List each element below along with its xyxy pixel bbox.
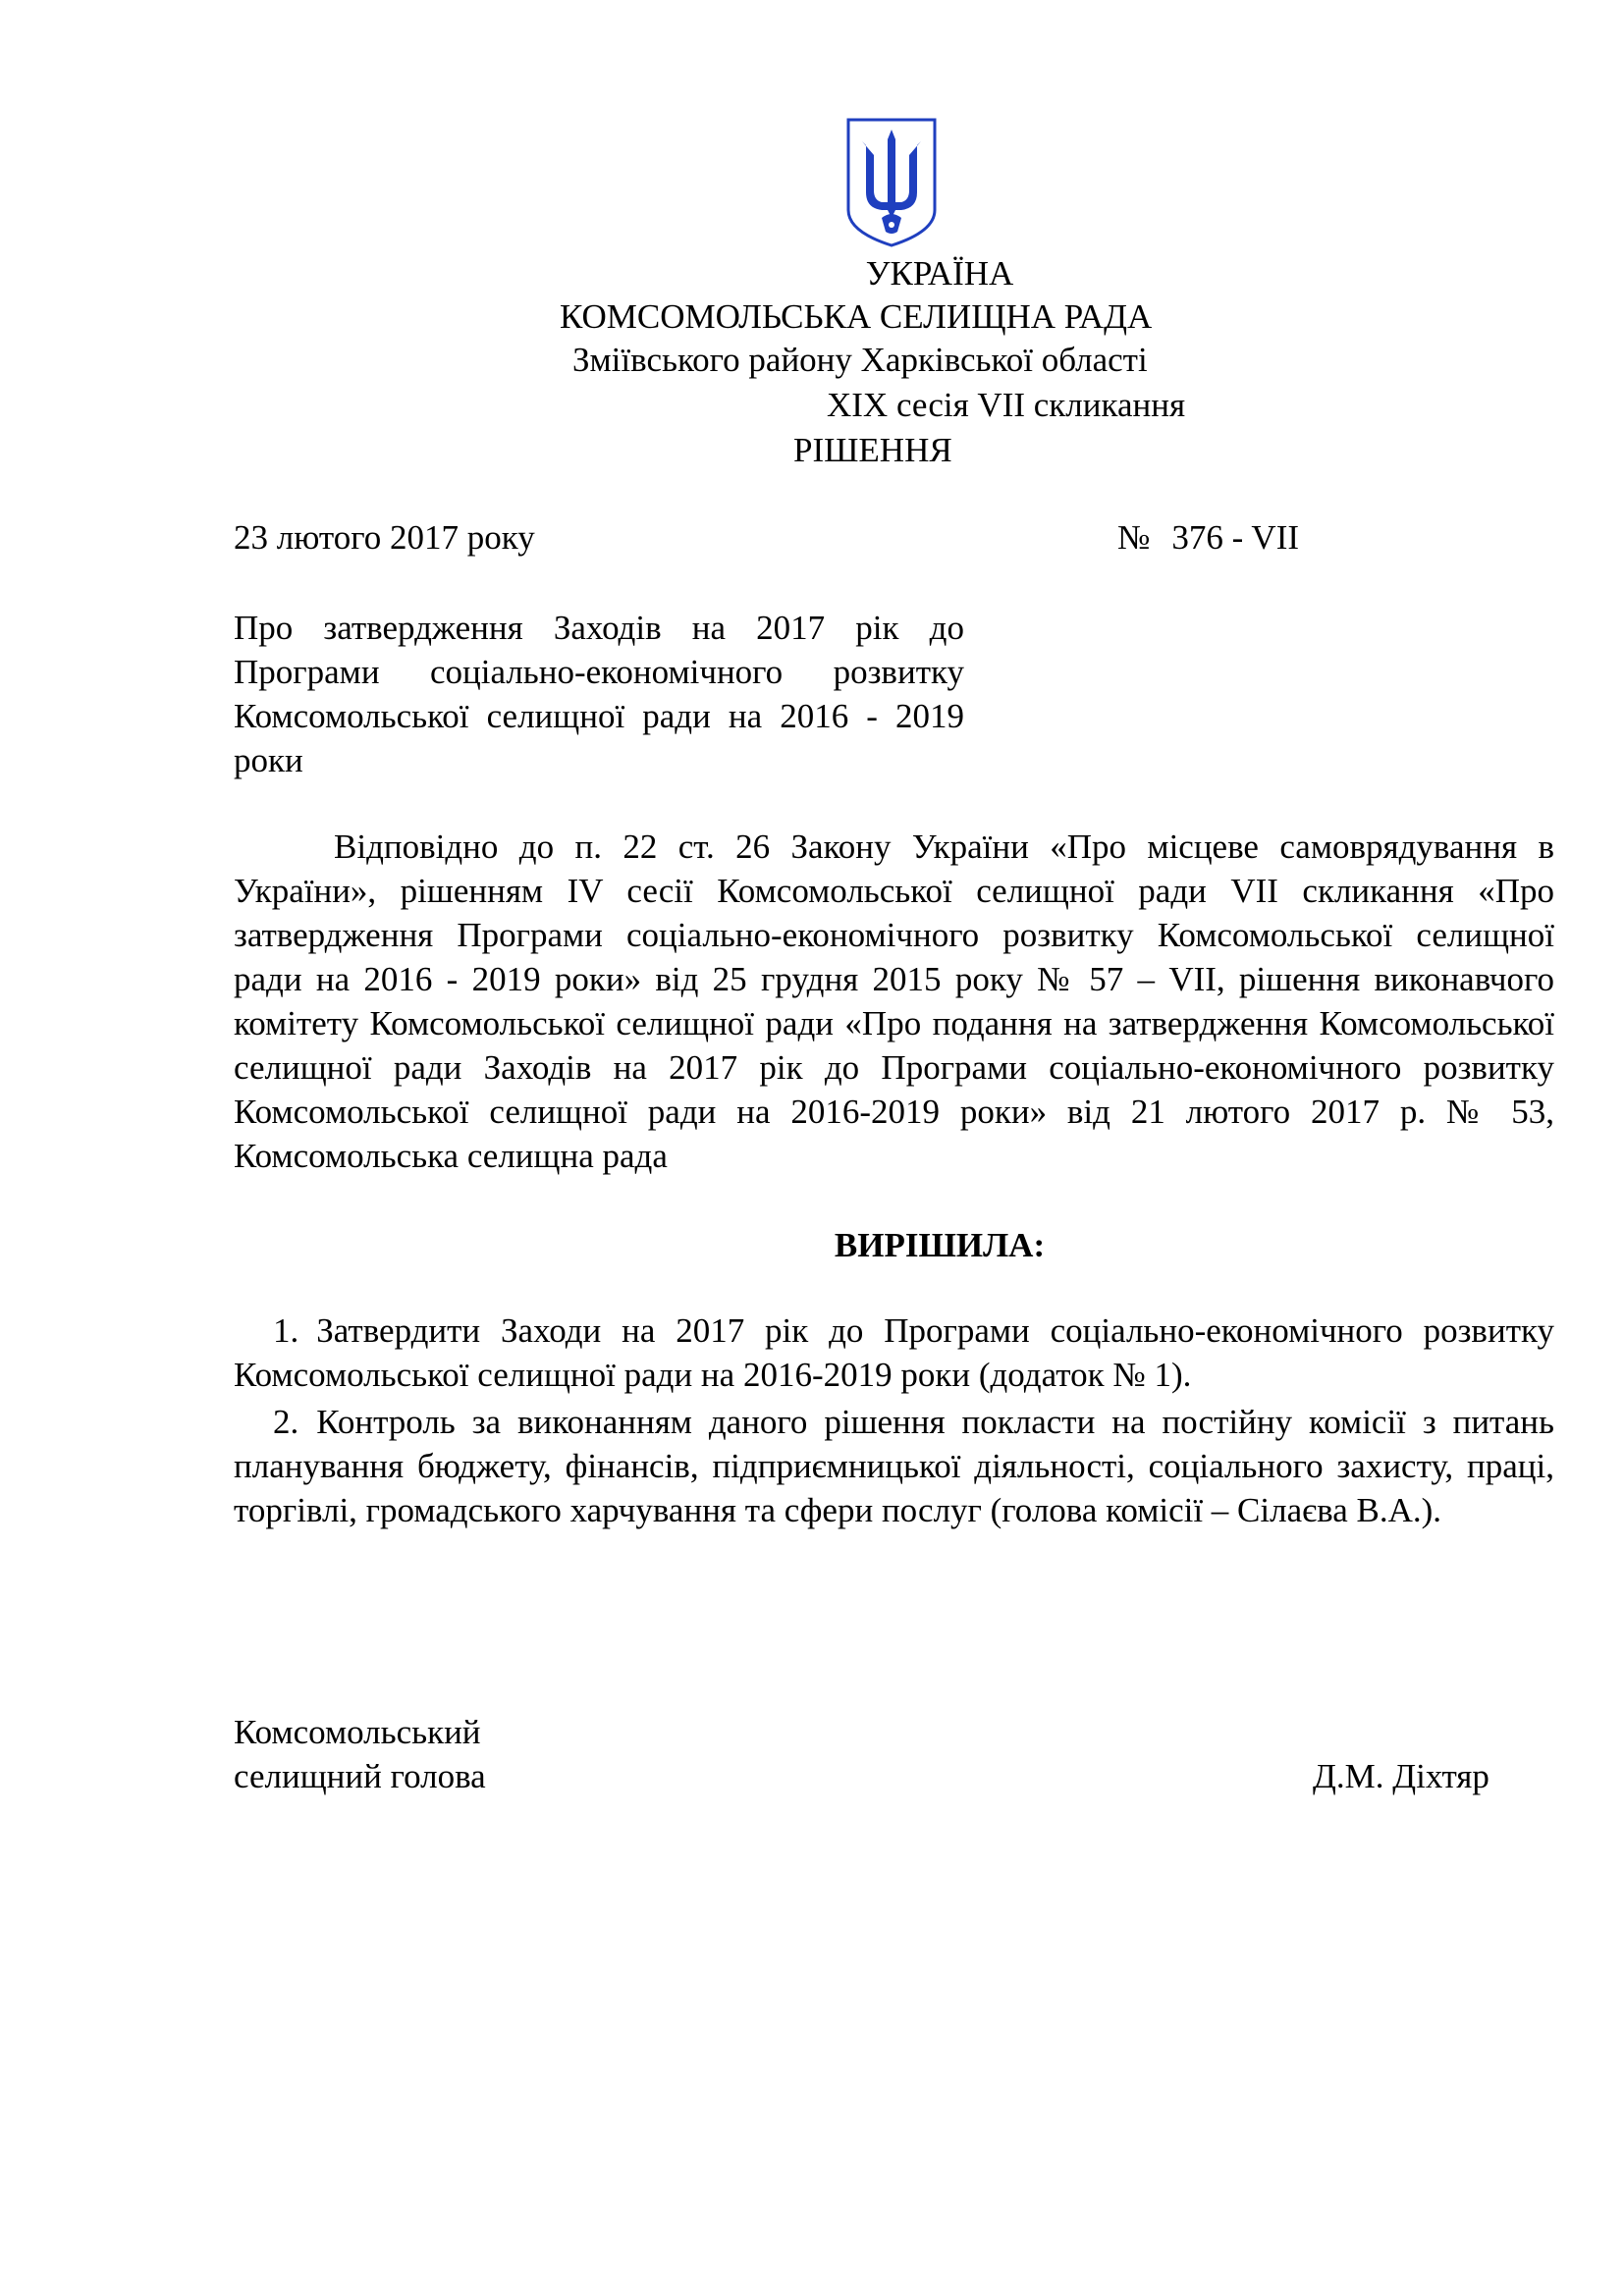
header-country: УКРАЇНА xyxy=(865,254,1014,293)
number-sign: № xyxy=(1117,518,1151,557)
coat-of-arms-trident-icon xyxy=(844,116,939,249)
item-number: 1. xyxy=(273,1311,299,1350)
signatory-title-line1: Комсомольський xyxy=(234,1713,481,1751)
item-text: Контроль за виконанням даного рішення покласти на постійну комісії з питань планування бюджету, фінансів, підприємницької діяльності, соціального захисту, праці, торгівлі, громадського харчування та сфери послуг (голова комісії – Сілаєва В.А.). xyxy=(234,1403,1554,1529)
resolved-heading: ВИРІШИЛА: xyxy=(834,1226,1046,1264)
decision-items xyxy=(234,1308,1554,1535)
item-text: Затвердити Заходи на 2017 рік до Програми соціально-економічного розвитку Комсомольської селищної ради на 2016-2019 роки (додаток № 1). xyxy=(234,1311,1554,1394)
number-value: 376 - VII xyxy=(1171,518,1300,557)
decision-date: 23 лютого 2017 року xyxy=(234,518,535,557)
signatory-name: Д.М. Діхтяр xyxy=(1313,1757,1489,1795)
decision-item xyxy=(234,1400,1554,1532)
header-session: XIX сесія VII скликання xyxy=(827,386,1186,424)
item-number: 2. xyxy=(273,1403,299,1441)
header-doc-type: РІШЕННЯ xyxy=(793,431,952,469)
signatory-title xyxy=(234,1710,486,1798)
signatory-title-line2: селищний голова xyxy=(234,1757,486,1795)
decision-subject: Про затвердження Заходів на 2017 рік до Програми соціально-економічного розвитку Комсомольської селищної ради на 2016 - 2019 роки xyxy=(234,609,964,779)
decision-item xyxy=(234,1308,1554,1397)
preamble-paragraph: Відповідно до п. 22 ст. 26 Закону України «Про місцеве самоврядування в України», рішенням IV сесії Комсомольської селищної ради VII скликання «Про затвердження Програми соціально-економічного розвитку Комсомольської селищної ради на 2016 - 2019 роки» від 25 грудня 2015 року № 57 – VII, рішення виконавчого комітету Комсомольської селищної ради «Про подання на затвердження Комсомольської селищної ради Заходів на 2017 рік до Програми соціально-економічного розвитку Комсомольської селищної ради на 2016-2019 роки» від 21 лютого 2017 р. № 53, Комсомольська селищна рада xyxy=(234,828,1554,1175)
header-district: Зміївського району Харківської області xyxy=(572,341,1148,379)
decision-number xyxy=(1117,517,1299,559)
header-council: КОМСОМОЛЬСЬКА СЕЛИЩНА РАДА xyxy=(560,297,1153,336)
